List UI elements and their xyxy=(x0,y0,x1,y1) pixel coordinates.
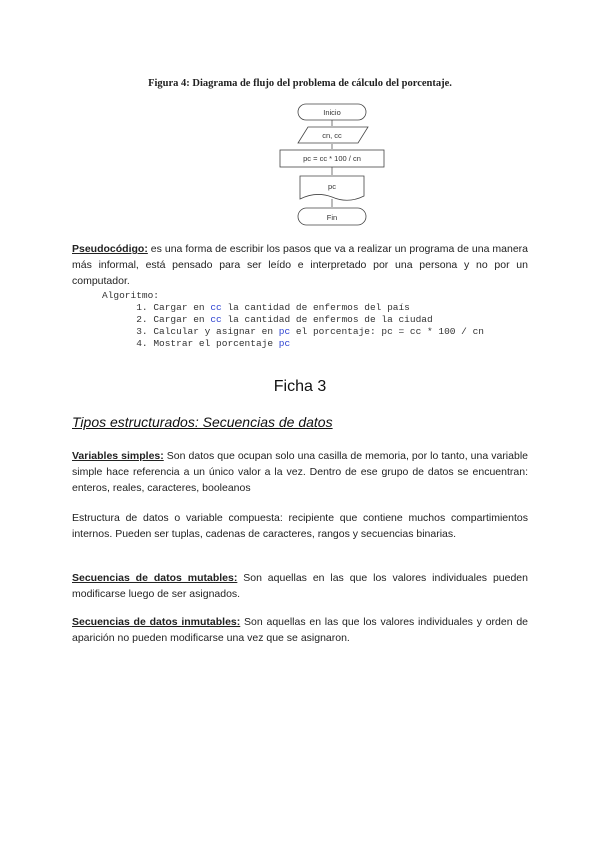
algorithm-header: Algoritmo: xyxy=(102,290,160,301)
flowchart xyxy=(270,96,410,236)
immutable-sequences-paragraph xyxy=(72,614,528,646)
algorithm-line: 3. Calcular y asignar en pc el porcentaje: pc = cc * 100 / cn xyxy=(136,326,484,337)
mutable-sequences-text: Son aquellas en las que los valores individuales pueden modificarse luego de ser asignados. xyxy=(72,572,528,600)
mutable-sequences-term: Secuencias de datos mutables: xyxy=(72,572,238,584)
immutable-sequences-term: Secuencias de datos inmutables: xyxy=(72,616,241,628)
simple-variables-term: Variables simples: xyxy=(72,450,164,462)
algorithm-block xyxy=(102,290,484,350)
pseudocode-paragraph xyxy=(72,241,528,289)
mutable-sequences-paragraph xyxy=(72,570,528,602)
pseudocode-text: es una forma de escribir los pasos que va a realizar un programa de una manera más informal, está pensado para ser leído e interpretado por una persona y no por un computador. xyxy=(72,243,528,287)
start-label: Inicio xyxy=(323,108,341,117)
input-label: cn, cc xyxy=(322,131,342,140)
simple-variables-text: Son datos que ocupan solo una casilla de memoria, por lo tanto, una variable simple hace referencia a un único valor a la vez. Dentro de ese grupo de datos se encuentran: enteros, reales, caracteres, booleanos xyxy=(72,450,528,494)
simple-variables-paragraph xyxy=(72,448,528,496)
ficha-heading: Ficha 3 xyxy=(273,378,327,395)
output-label: pc xyxy=(328,182,336,191)
algorithm-line: 4. Mostrar el porcentaje pc xyxy=(136,338,291,349)
algorithm-line: 1. Cargar en cc la cantidad de enfermos del país xyxy=(136,302,410,313)
immutable-sequences-text: Son aquellas en las que los valores individuales y orden de aparición no pueden modificarse una vez que se asignaron. xyxy=(72,616,529,644)
section-title: Tipos estructurados: Secuencias de datos xyxy=(72,414,333,430)
process-label: pc = cc * 100 / cn xyxy=(303,154,361,163)
figure-caption: Figura 4: Diagrama de flujo del problema de cálculo del porcentaje. xyxy=(148,78,452,89)
pseudocode-term: Pseudocódigo: xyxy=(72,243,148,255)
end-label: Fin xyxy=(326,213,338,222)
compound-variable-paragraph: Estructura de datos o variable compuesta: recipiente que contiene muchos compartimientos internos. Pueden ser tuplas, cadenas de caracteres, rangos y secuencias binarias. xyxy=(72,512,528,540)
algorithm-line: 2. Cargar en cc la cantidad de enfermos de la ciudad xyxy=(136,314,433,325)
